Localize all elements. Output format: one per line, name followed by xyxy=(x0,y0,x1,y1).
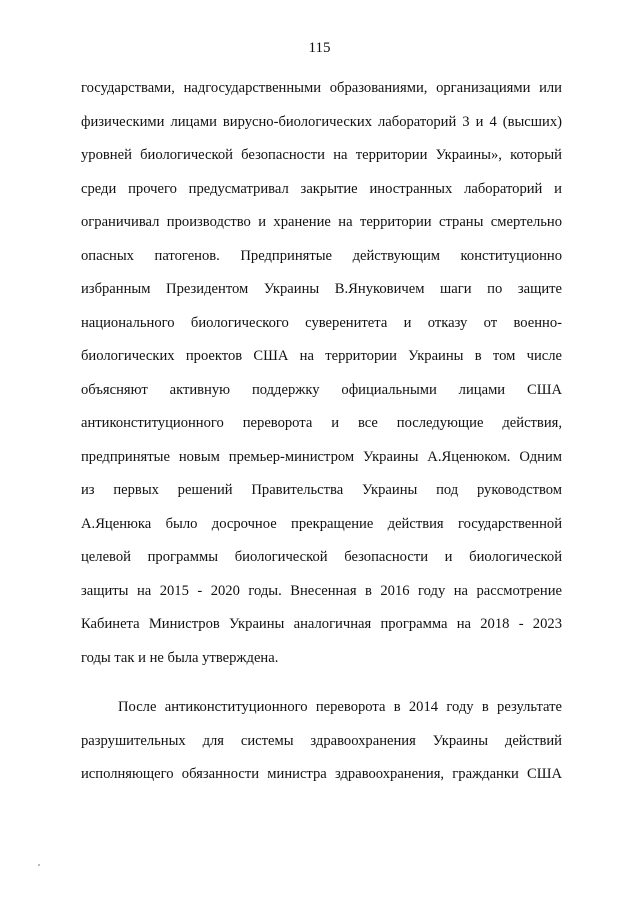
text-line: ограничивал производство и хранение на территории страны смертельно xyxy=(81,214,562,230)
paragraph-gap xyxy=(81,679,562,695)
text-line: избранным Президентом Украины В.Януковичем шаги по защите xyxy=(81,281,562,297)
text-line: целевой программы биологической безопасности и биологической xyxy=(81,549,562,565)
scan-artifact xyxy=(38,864,40,866)
text-line: объясняют активную поддержку официальными лицами США xyxy=(81,381,562,398)
text-line: биологических проектов США на территории Украины в том числе xyxy=(81,348,562,364)
document-body xyxy=(81,76,562,796)
paragraph xyxy=(81,76,562,679)
text-line: государствами, надгосударственными образованиями, организациями или xyxy=(81,80,562,96)
text-line: среди прочего предусматривал закрытие иностранных лабораторий и xyxy=(81,180,562,197)
page-number: 115 xyxy=(308,40,331,56)
text-line: из первых решений Правительства Украины под руководством xyxy=(81,482,562,498)
text-line: опасных патогенов. Предпринятые действующим конституционно xyxy=(81,247,562,264)
text-line: физическими лицами вирусно-биологических лабораторий 3 и 4 (высших) xyxy=(81,113,562,130)
text-line: А.Яценюка было досрочное прекращение действия государственной xyxy=(81,515,562,532)
text-line: разрушительных для системы здравоохранения Украины действий xyxy=(81,732,562,749)
text-line: защиты на 2015 - 2020 годы. Внесенная в 2016 году на рассмотрение xyxy=(81,582,562,599)
text-line: исполняющего обязанности министра здравоохранения, гражданки США xyxy=(81,766,562,782)
text-line: уровней биологической безопасности на территории Украины», который xyxy=(81,147,562,163)
paragraph xyxy=(81,695,562,796)
text-line: предпринятые новым премьер-министром Украины А.Яценюком. Одним xyxy=(81,448,562,465)
text-line: годы так и не была утверждена. xyxy=(81,649,279,666)
text-line: После антиконституционного переворота в 2014 году в результате xyxy=(118,699,562,715)
text-line: национального биологического суверенитета и отказу от военно- xyxy=(81,314,562,331)
text-line: антиконституционного переворота и все последующие действия, xyxy=(81,415,562,431)
text-line: Кабинета Министров Украины аналогичная программа на 2018 - 2023 xyxy=(81,616,562,632)
